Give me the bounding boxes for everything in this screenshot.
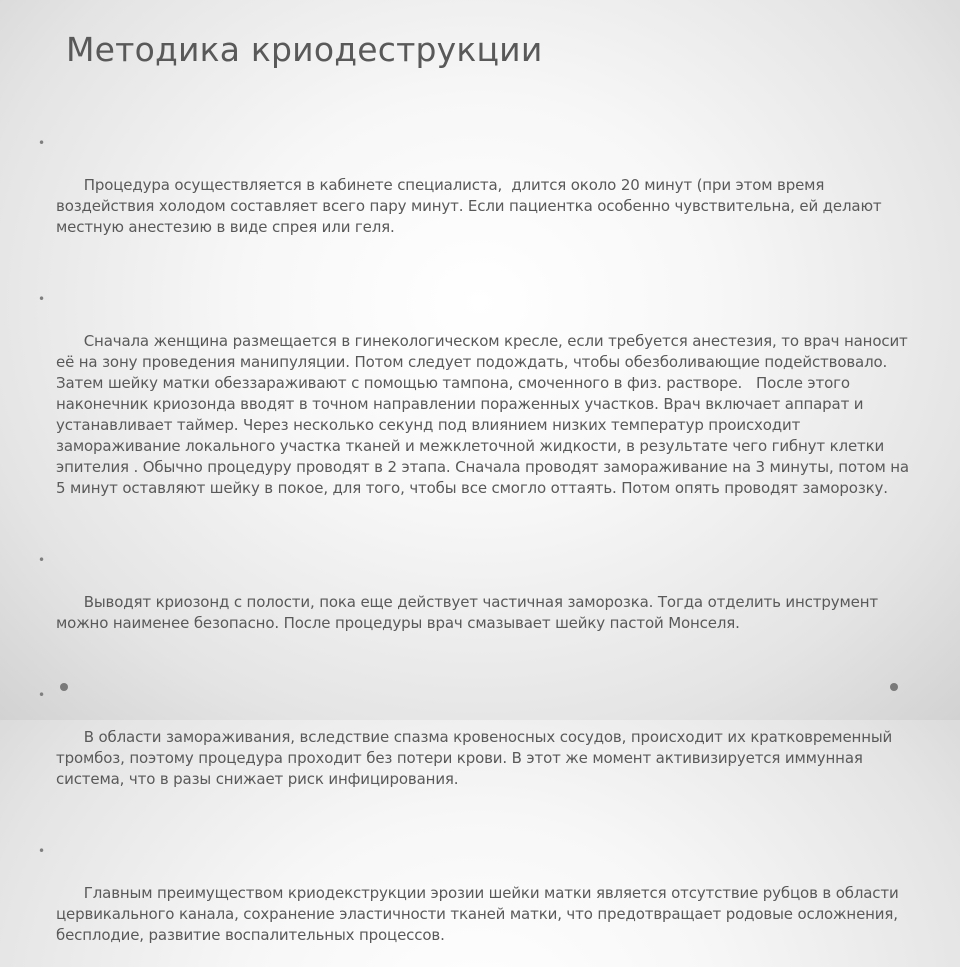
slide-title: Методика криодеструкции <box>66 30 543 69</box>
bullet-text: Процедура осуществляется в кабинете специалиста, длится около 20 минут (при этом время воздействия холодом составляет всего пару минут. Если пациентка особенно чувствительна, ей делают местную анестезию в виде спрея или геля. <box>56 176 887 236</box>
bullet-list <box>38 133 920 967</box>
corner-dot-right-icon <box>890 683 898 691</box>
bullet-text: Сначала женщина размещается в гинекологическом кресле, если требуется анестезия, то врач наносит её на зону проведения манипуляции. Потом следует подождать, чтобы обезболивающие подействовало. Затем шейку матки обеззараживают с помощью тампона, смоченного в физ. растворе. После этого наконечник криозонда вводят в точном направлении пораженных участков. Врач включает аппарат и устанавливает таймер. Через несколько секунд под влиянием низких температур происходит замораживание локального участка тканей и межклеточной жидкости, в результате чего гибнут клетки эпителия . Обычно процедуру проводят в 2 этапа. Сначала проводят замораживание на 3 минуты, потом на 5 минут оставляют шейку в покое, для того, чтобы все смогло оттаять. Потом опять проводят заморозку. <box>56 332 914 497</box>
bullet-dot-icon: • <box>38 844 45 858</box>
corner-dot-left-icon <box>60 683 68 691</box>
bullet-item <box>38 550 920 655</box>
bullet-dot-icon: • <box>38 553 45 567</box>
bullet-item <box>38 685 920 811</box>
bullet-text: В области замораживания, вследствие спазма кровеносных сосудов, происходит их кратковременный тромбоз, поэтому процедура проходит без потери крови. В этот же момент активизируется иммунная система, что в разы снижает риск инфицирования. <box>56 728 897 788</box>
bullet-dot-icon: • <box>38 292 45 306</box>
bullet-item <box>38 289 920 520</box>
bullet-dot-icon: • <box>38 688 45 702</box>
bullet-dot-icon: • <box>38 136 45 150</box>
bullet-item <box>38 133 920 259</box>
bullet-item <box>38 841 920 967</box>
bullet-text: Выводят криозонд с полости, пока еще действует частичная заморозка. Тогда отделить инструмент можно наименее безопасно. После процедуры врач смазывает шейку пастой Монселя. <box>56 593 883 632</box>
bullet-text: Главным преимуществом криодекструкции эрозии шейки матки является отсутствие рубцов в области цервикального канала, сохранение эластичности тканей матки, что предотвращает родовые осложнения, бесплодие, развитие воспалительных процессов. <box>56 884 904 944</box>
